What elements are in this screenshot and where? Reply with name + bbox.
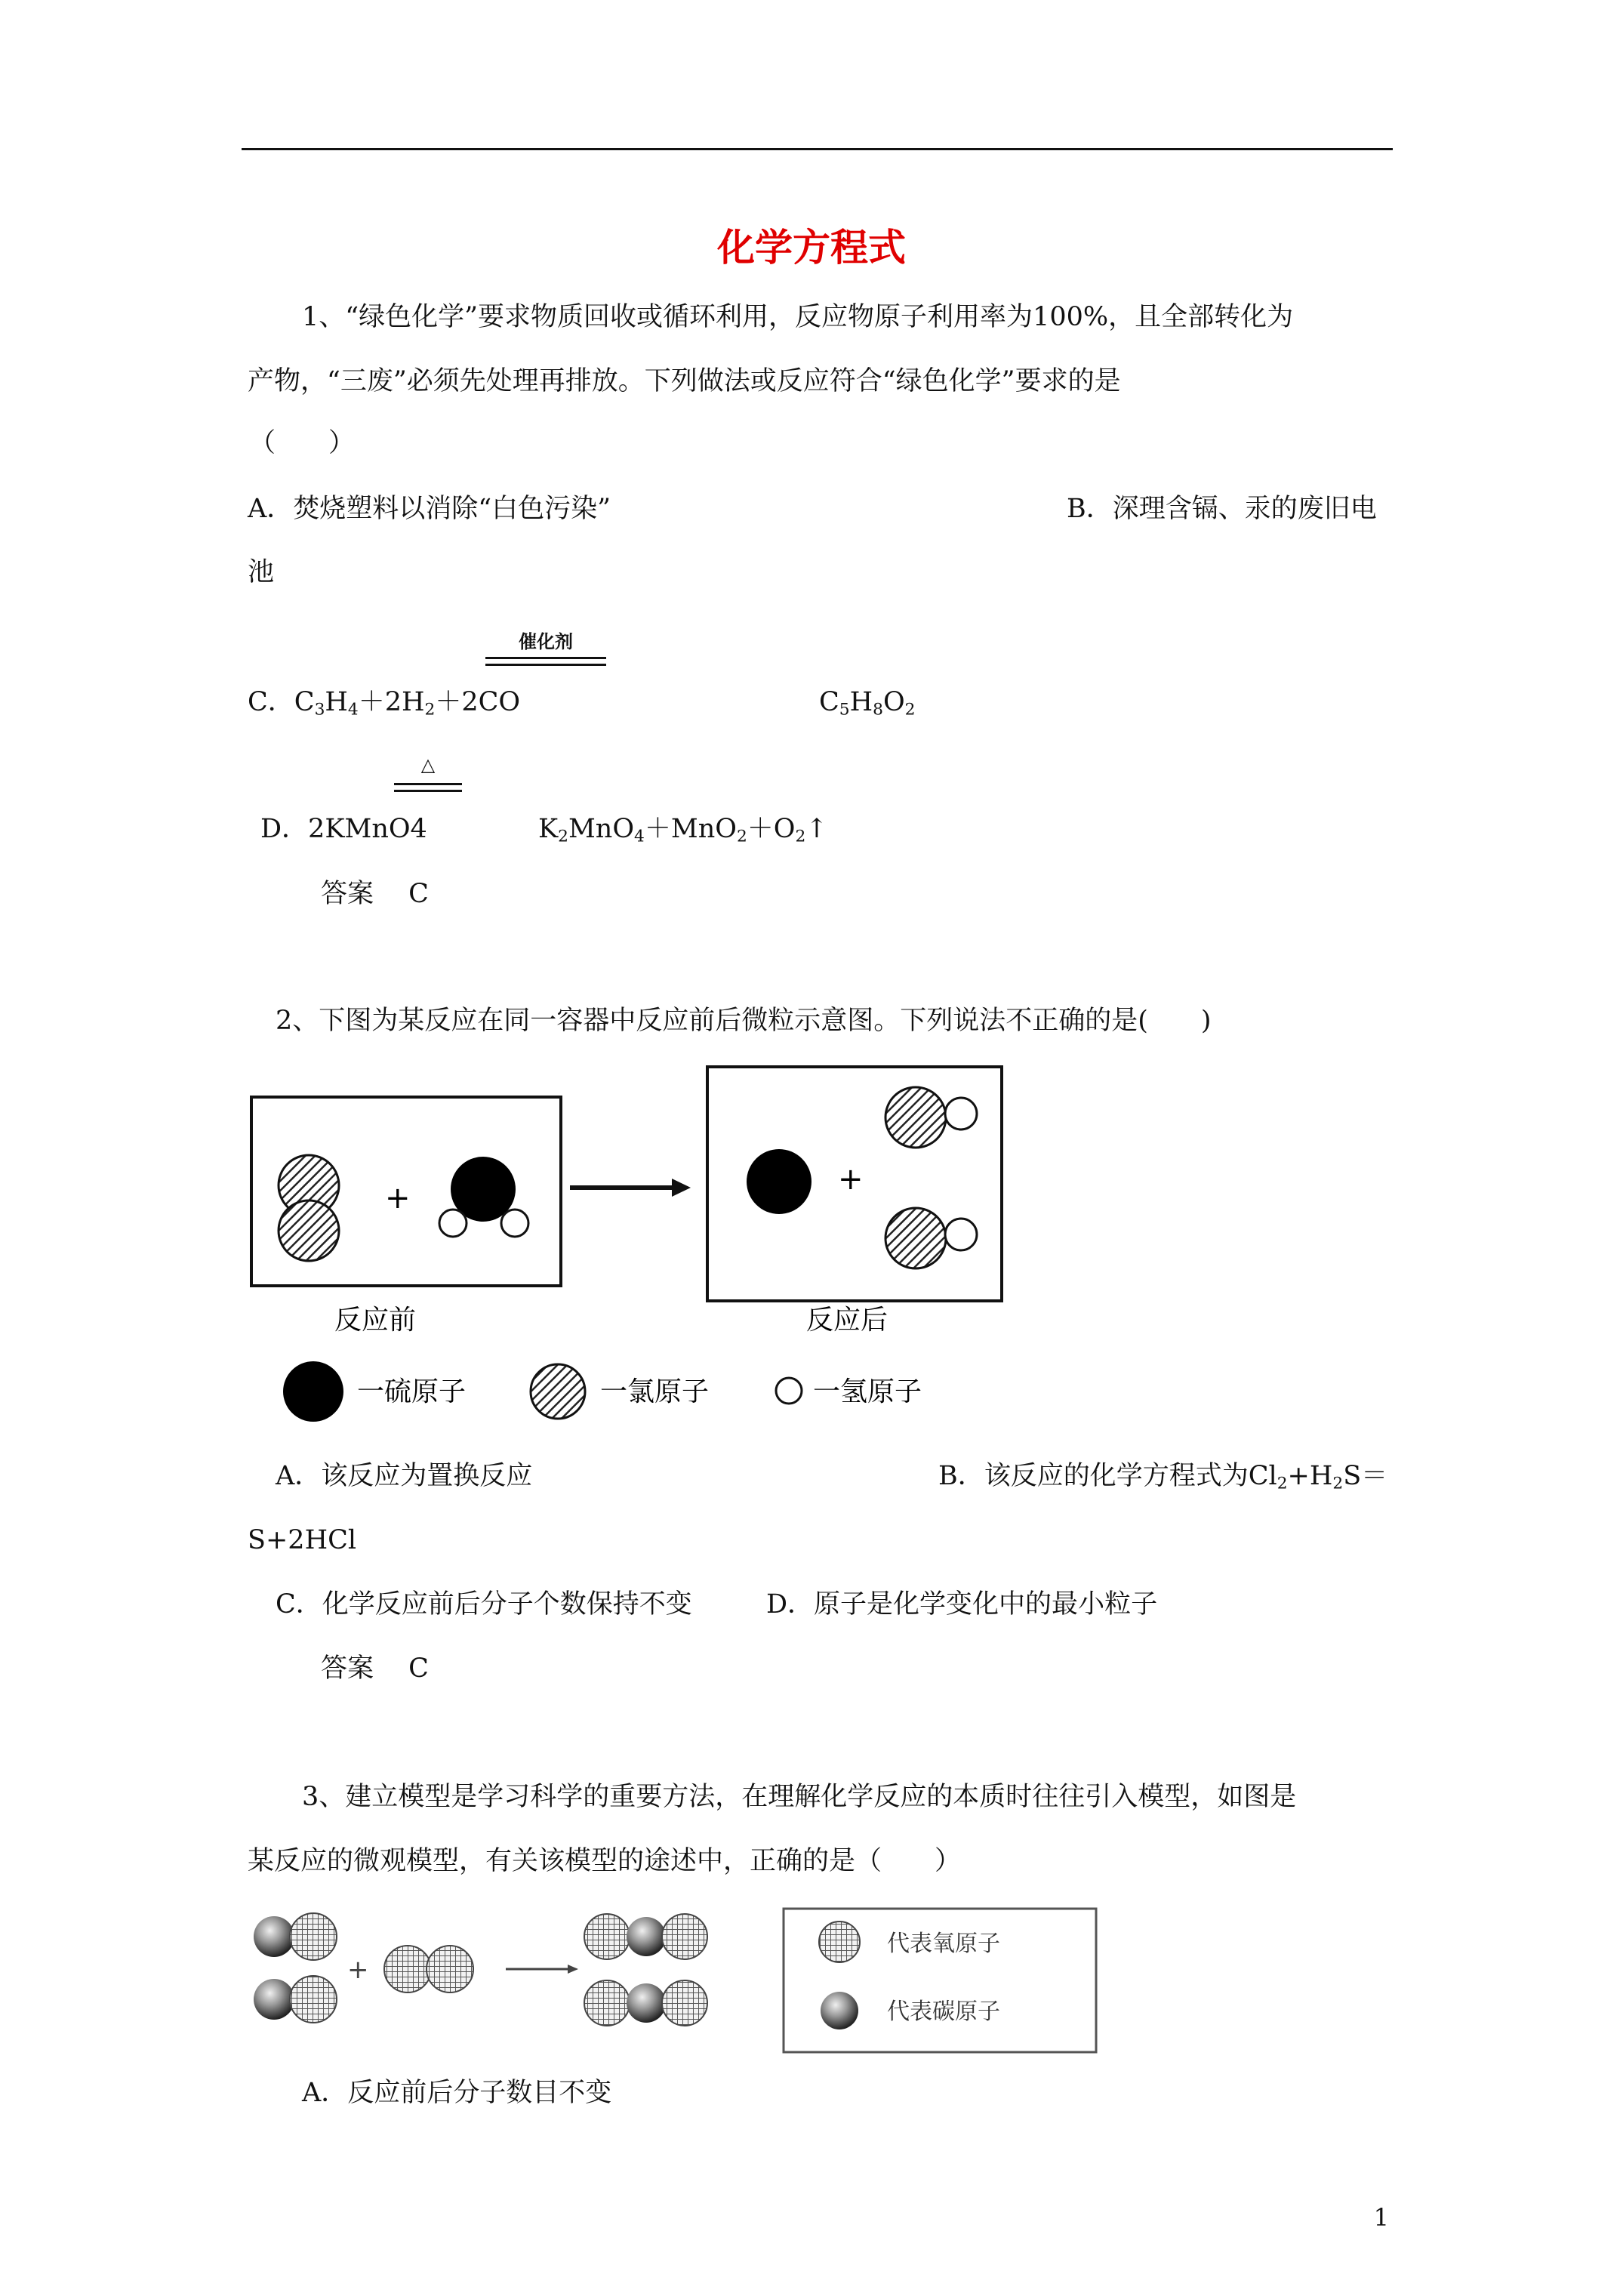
label-after: 反应后 [806, 1305, 888, 1336]
q1-option-d-products: $K_2MnO_4+MnO_2+O_2↑$ [538, 814, 828, 846]
oxygen-atom [427, 1946, 473, 1992]
q1-option-d: D．2KMnO4 [260, 814, 427, 844]
q3-stem-line2: 某反应的微观模型，有关该模型的途述中，正确的是（ ） [248, 1846, 962, 1876]
legend-hydrogen-icon [776, 1378, 802, 1404]
carbon-atom [627, 1983, 666, 2023]
oxygen-atom [290, 1913, 337, 1960]
legend-hydrogen-label: 一氢原子 [813, 1376, 922, 1407]
q3-stem-line1: 3、建立模型是学习科学的重要方法，在理解化学反应的本质时往往引入模型，如图是 [302, 1782, 1297, 1812]
chlorine-atom [279, 1200, 339, 1261]
oxygen-atom [662, 1914, 707, 1959]
chlorine-atom [885, 1087, 946, 1148]
q1-answer-blank: （ ） [249, 428, 356, 458]
q3-option-a: A．反应前后分子数目不变 [302, 2078, 612, 2108]
chlorine-atom [885, 1208, 946, 1268]
q1-option-c: C．$C_3H_4+2H_2+2CO$ [248, 687, 521, 720]
q2-option-d: D．原子是化学变化中的最小粒子 [766, 1589, 1158, 1620]
q2-option-c: C．化学反应前后分子个数保持不变 [276, 1589, 692, 1620]
q1-option-b-line2: 池 [248, 557, 275, 587]
q2-option-a: A．该反应为置换反应 [276, 1461, 533, 1491]
q3-model-figure [249, 1903, 1102, 2054]
q1-d-condition: △ [420, 754, 436, 775]
legend-chlorine-icon [531, 1364, 585, 1419]
legend-sulfur-icon [283, 1361, 343, 1422]
hydrogen-atom [945, 1219, 977, 1250]
arrow-head [672, 1179, 691, 1197]
arrow-head [568, 1965, 578, 1974]
q1-option-a: A．焚烧塑料以消除“白色污染” [248, 494, 611, 524]
q1-answer: 答案 C [321, 879, 429, 909]
legend-carbon-label: 代表碳原子 [887, 1999, 1000, 2025]
legend-oxygen-icon [819, 1922, 860, 1962]
legend-oxygen-label: 代表氧原子 [887, 1931, 1000, 1957]
q1-d-equals-sign [394, 783, 462, 792]
plus-sign: + [347, 1955, 369, 1985]
legend-sulfur-label: 一硫原子 [357, 1376, 467, 1407]
legend-chlorine-label: 一氯原子 [600, 1376, 710, 1407]
carbon-atom [254, 1979, 294, 2020]
oxygen-atom [584, 1914, 630, 1959]
hydrogen-atom [945, 1098, 977, 1130]
sulfur-atom [747, 1149, 812, 1214]
plus-sign-after: + [838, 1162, 864, 1197]
q2-answer: 答案 C [321, 1653, 429, 1684]
q1-c-equals-sign [485, 657, 606, 666]
carbon-atom [627, 1917, 666, 1956]
q2-option-b-line1: B．该反应的化学方程式为$Cl_2+H_2S=$ [938, 1461, 1388, 1493]
hydrogen-atom [501, 1210, 528, 1237]
q1-c-condition: 催化剂 [519, 630, 573, 652]
oxygen-atom [384, 1946, 431, 1992]
header-rule [242, 148, 1393, 150]
page-title: 化学方程式 [717, 226, 906, 270]
q1-option-b-line1: B．深理含镉、汞的废旧电 [1067, 494, 1377, 524]
q2-stem: 2、下图为某反应在同一容器中反应前后微粒示意图。下列说法不正确的是( ) [276, 1006, 1212, 1036]
q1-stem-line1: 1、“绿色化学”要求物质回收或循环利用，反应物原子利用率为100%，且全部转化为 [302, 302, 1294, 332]
carbon-atom [254, 1916, 294, 1957]
oxygen-atom [584, 1980, 630, 2026]
hydrogen-atom [439, 1210, 467, 1237]
page-number: 1 [1373, 2203, 1389, 2232]
plus-sign-before: + [385, 1181, 411, 1216]
label-before: 反应前 [334, 1305, 417, 1336]
legend-carbon-icon [821, 1992, 858, 2029]
q2-option-b-line2: S+2HCl [248, 1525, 357, 1555]
q2-reaction-figure [245, 1061, 1008, 1437]
oxygen-atom [662, 1980, 707, 2026]
oxygen-atom [290, 1976, 337, 2023]
q1-option-c-product: $C_5H_8O_2$ [819, 687, 916, 720]
q1-stem-line2: 产物，“三废”必须先处理再排放。下列做法或反应符合“绿色化学”要求的是 [248, 366, 1121, 396]
